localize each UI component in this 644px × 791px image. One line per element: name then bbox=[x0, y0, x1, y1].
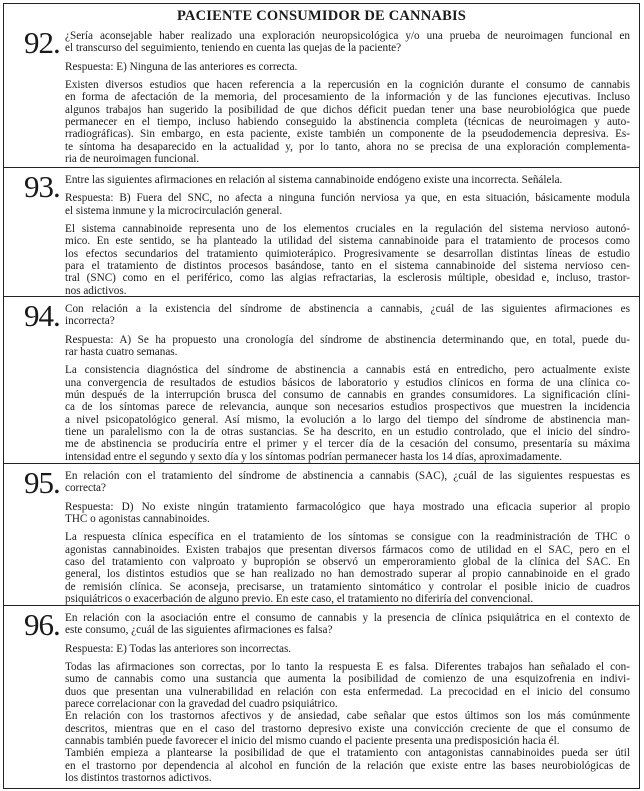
question-text-line: En relación con el tratamiento del síndrome de abstinencia a cannabis (SAC), ¿cuál de las siguientes respuestas es bbox=[65, 470, 630, 482]
answer-text bbox=[65, 643, 630, 655]
explanation-paragraph-line: parece correlacionar con la gravedad del cuadro psiquiátrico. bbox=[65, 698, 338, 711]
explanation-paragraph-line: El sistema cannabinoide representa uno de los elementos cruciales en la regulación del sistema nervioso autonó- bbox=[65, 223, 630, 236]
answer-text bbox=[65, 334, 630, 359]
explanation-paragraph-line: Todas las afirmaciones son correctas, por lo tanto la respuesta E es falsa. Diferentes trabajos han señalado el con- bbox=[65, 661, 630, 674]
question-section-92 bbox=[4, 24, 639, 167]
explanation-paragraph-line: cannabis también puede favorecer el inicio del mismo cuando el paciente presenta una predisposición hacia él. bbox=[65, 735, 560, 748]
explanation-paragraph-line: en forma de afectación de la memoria, del procesamiento de la información y de las funciones ejecutivas. Incluso bbox=[65, 91, 630, 104]
question-text bbox=[65, 174, 630, 186]
answer-text-line: rar hasta cuatro semanas. bbox=[65, 346, 178, 359]
explanation-paragraph-line: de remisión clínica. Se aconseja, precisarse, un tratamiento sintomático y controlar el posible inicio de cuadros bbox=[65, 580, 630, 593]
question-number: 93. bbox=[24, 169, 60, 204]
explanation-paragraph bbox=[65, 223, 630, 297]
explanation-paragraph-line: permanecer en el tiempo, incluso habiendo conseguido la abstinencia completa (técnicas de neuroimagen y auto- bbox=[65, 116, 630, 129]
question-text-line: incorrecta? bbox=[65, 315, 115, 328]
question-number: 96. bbox=[24, 607, 60, 642]
explanation-paragraph-line: para el tratamiento de distintos procesos basándose, tanto en el sistema cannabinoide del sistema nervioso cen- bbox=[65, 260, 630, 273]
explanation-paragraph-line: los efectos secundarios del tratamiento quimioterápico. Progresivamente se desarrollan distintas líneas de estudio bbox=[65, 247, 630, 260]
answer-text bbox=[65, 61, 630, 73]
explanation-paragraph-line: descritos, mientras que en el caso del trastorno depresivo existe una convicción creciente de que el consumo de bbox=[65, 722, 630, 735]
explanation-paragraph bbox=[65, 531, 630, 605]
explanation-paragraph-line: La respuesta clínica específica en el tratamiento de los síntomas se consigue con la readministración de THC o bbox=[65, 531, 630, 544]
question-text-line: ¿Sería aconsejable haber realizado una exploración neuropsicológica y/o una prueba de neuroimagen funcional en bbox=[65, 30, 630, 42]
explanation-paragraph-line: ria de neuroimagen funcional. bbox=[65, 153, 200, 166]
question-text bbox=[65, 303, 630, 328]
explanation-paragraph-line: tiene un paralelismo con la de otras sustancias. Se ha descrito, en un estudio controlado, que el inicio del síndro- bbox=[65, 426, 630, 439]
explanation-paragraph-line: intensidad entre el segundo y sexto día y los síntomas podrían permanecer hasta los 14 días, aproximadamente. bbox=[65, 450, 563, 463]
question-text bbox=[65, 30, 630, 55]
question-text-line: Con relación a la existencia del síndrome de abstinencia a cannabis, ¿cuál de las siguientes afirmaciones es bbox=[65, 303, 630, 315]
explanation-paragraph-line: una convergencia de resultados de estudios básicos de laboratorio y estudios clínicos en forma de una clínica co- bbox=[65, 376, 630, 389]
explanation-paragraph-line: agonistas cannabinoides. Existen trabajos que presentan diversos fármacos como de utilidad en el SAC, pero en el bbox=[65, 543, 630, 556]
explanation-paragraph-line: La consistencia diagnóstica del síndrome de abstinencia a cannabis está en entredicho, pero actualmente existe bbox=[65, 364, 630, 377]
question-body bbox=[65, 174, 630, 303]
question-body bbox=[65, 30, 630, 171]
page-title: PACIENTE CONSUMIDOR DE CANNABIS bbox=[176, 8, 467, 24]
question-number: 94. bbox=[24, 298, 60, 333]
explanation-paragraph-line: sumo de cannabis como una sustancia que aumenta la posibilidad de comienzo de una esquizofrenia en indivi- bbox=[65, 673, 630, 686]
question-text bbox=[65, 612, 630, 637]
explanation-paragraph-line: Existen diversos estudios que hacen referencia a la repercusión en la cognición durante el consumo de cannabis bbox=[65, 79, 630, 92]
explanation-paragraph-line: en el trastorno por dependencia al alcohol en función de la relación que existe entre las bases neurobiológicas de bbox=[65, 759, 630, 772]
explanation-paragraph bbox=[65, 710, 630, 747]
explanation-paragraph-line: caso del tratamiento con valproato y bupropión se observó un emperoramiento global de la clínica del SAC. En bbox=[65, 556, 630, 569]
explanation-paragraph-line: ca de los síntomas parece de relevancia, aunque son necesarios estudios prospectivos que muestren la incidencia bbox=[65, 401, 630, 414]
question-body bbox=[65, 612, 630, 790]
question-body bbox=[65, 303, 630, 469]
answer-text bbox=[65, 192, 630, 217]
answer-text-line: Respuesta: D) No existe ningún tratamiento farmacológico que haya mostrado una eficacia superior al propio bbox=[65, 500, 630, 513]
explanation-paragraph-line: rradiográficas). Sin embargo, en esta paciente, existe también un componente de la pseudodemencia depresiva. Es- bbox=[65, 128, 630, 141]
explanation-paragraph-line: nos adictivos. bbox=[65, 284, 127, 297]
question-text bbox=[65, 470, 630, 495]
answer-text-line: Respuesta: E) Ninguna de las anteriores es correcta. bbox=[65, 60, 298, 73]
answer-text-line: Respuesta: A) Se ha propuesto una cronología del síndrome de abstinencia determinando que, en total, puede du- bbox=[65, 333, 630, 346]
explanation-paragraph-line: psiquiátricos o exacerbación de alguno previo. En este caso, el tratamiento no diferiría del convencional. bbox=[65, 593, 534, 606]
explanation-paragraph bbox=[65, 364, 630, 463]
question-section-93 bbox=[4, 167, 639, 297]
explanation-paragraph bbox=[65, 661, 630, 710]
question-text-line: En relación con la asociación entre el consumo de cannabis y la presencia de clínica psiquiátrica en el contexto de bbox=[65, 612, 630, 624]
explanation-paragraph-line: los distintos trastornos adictivos. bbox=[65, 772, 212, 785]
question-section-95 bbox=[4, 463, 639, 606]
question-number: 95. bbox=[24, 465, 60, 500]
question-body bbox=[65, 470, 630, 611]
explanation-paragraph-line: algunos trabajos han sugerido la posibilidad de que dichos déficit puedan tener una base neurobiológica que puede bbox=[65, 103, 630, 116]
explanation-paragraph-line: tral (SNC) como en el periférico, como las algias refractarias, la esclerosis múltiple, obesidad e, incluso, trastor- bbox=[65, 272, 630, 285]
question-text-line: correcta? bbox=[65, 482, 106, 495]
question-number: 92. bbox=[24, 25, 60, 60]
explanation-paragraph bbox=[65, 79, 630, 165]
explanation-paragraph-line: También empieza a plantearse la posibilidad de que el tratamiento con antagonistas cannabinoides pueda ser útil bbox=[65, 747, 630, 760]
question-section-96 bbox=[4, 605, 639, 789]
answer-text bbox=[65, 501, 630, 526]
explanation-paragraph-line: me de abstinencia se produciría entre el primer y el tercer día de la cesación del consumo, presentaría su máxima bbox=[65, 438, 630, 451]
answer-text-line: Respuesta: E) Todas las anteriores son incorrectas. bbox=[65, 642, 292, 655]
explanation-paragraph-line: a nivel psicopatológico general. Así mismo, la evolución a lo largo del tiempo del síndrome de abstinencia man- bbox=[65, 413, 630, 426]
question-section-94 bbox=[4, 296, 639, 464]
explanation-paragraph-line: mico. En este sentido, se ha planteado la utilidad del sistema cannabinoide para el tratamiento de procesos como bbox=[65, 235, 630, 248]
explanation-paragraph-line: mún después de la interrupción brusca del consumo de cannabis en grandes consumidores. La significación clíni- bbox=[65, 389, 630, 402]
explanation-paragraph-line: general, los distintos estudios que se han realizado no han demostrado superar al propio cannabinoide en el grado bbox=[65, 568, 630, 581]
question-text-line: este consumo, ¿cuál de las siguientes afirmaciones es falsa? bbox=[65, 624, 333, 637]
explanation-paragraph-line: te síntoma ha desaparecido en la actualidad y, por lo tanto, ahora no se precisa de una exploración complementa- bbox=[65, 140, 630, 153]
question-text-line: el transcurso del seguimiento, teniendo en cuenta las quejas de la paciente? bbox=[65, 42, 402, 55]
answer-text-line: Respuesta: B) Fuera del SNC, no afecta a ninguna función nerviosa ya que, en esta situación, básicamente modula bbox=[65, 192, 630, 205]
explanation-paragraph-line: En relación con los trastornos afectivos y de ansiedad, cabe señalar que estos últimos son los más comúnmente bbox=[65, 710, 630, 723]
explanation-paragraph-line: duos que presentan una vulnerabilidad en relación con esta enfermedad. La precocidad en el inicio del consumo bbox=[65, 685, 630, 698]
question-text-line: Entre las siguientes afirmaciones en relación al sistema cannabinoide endógeno existe una incorrecta. Señálela. bbox=[65, 174, 563, 186]
document-page bbox=[3, 3, 640, 789]
answer-text-line: THC o agonistas cannabinoides. bbox=[65, 513, 210, 526]
answer-text-line: el sistema inmune y la microcirculación general. bbox=[65, 204, 283, 217]
explanation-paragraph bbox=[65, 747, 630, 784]
